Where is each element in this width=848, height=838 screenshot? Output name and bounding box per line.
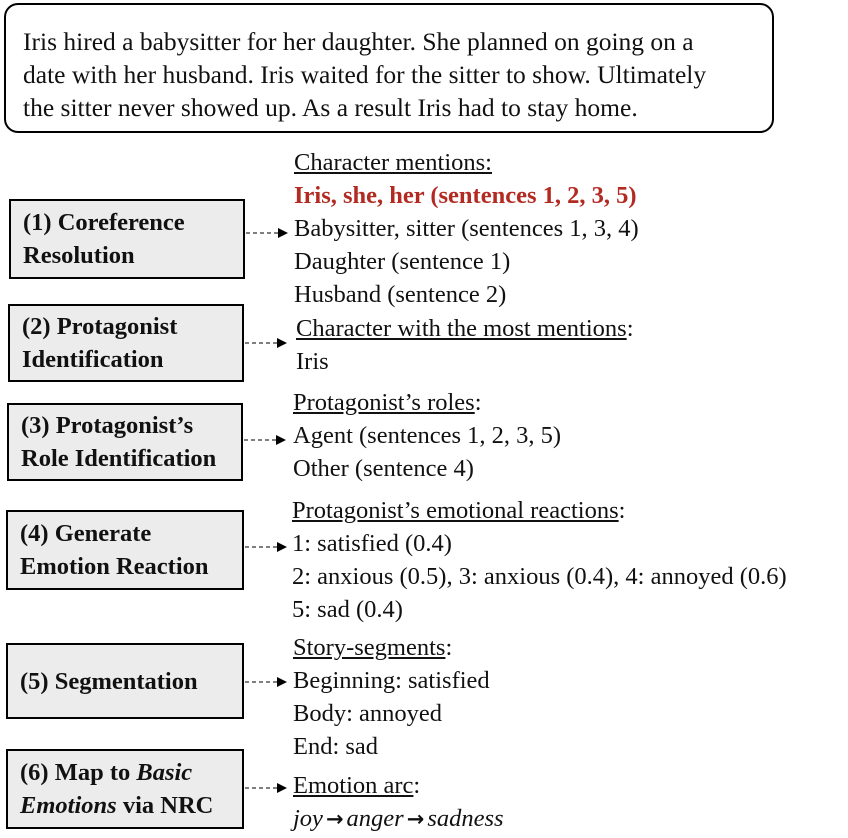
step-label: Identification <box>22 346 164 373</box>
list-item: Beginning: satisfied <box>293 667 490 694</box>
section-heading: Character with the most mentions <box>296 315 627 342</box>
arrow-right-icon: → <box>406 807 425 831</box>
emotion-sadness: sadness <box>427 805 504 832</box>
list-item: 1: satisfied (0.4) <box>292 530 452 557</box>
connector-arrow <box>244 676 288 688</box>
list-item: Daughter (sentence 1) <box>294 248 511 275</box>
emotion-joy: joy <box>293 805 323 832</box>
step-label: Role Identification <box>21 445 217 472</box>
output-protagonist <box>296 312 634 378</box>
step-label-italic: Basic <box>136 759 193 786</box>
connector-arrow <box>244 337 288 349</box>
heading-colon: : <box>445 634 453 661</box>
list-item: Babysitter, sitter (sentences 1, 3, 4) <box>294 215 639 242</box>
step-protagonist-identification <box>8 304 244 382</box>
story-box <box>4 3 774 133</box>
list-item: Husband (sentence 2) <box>294 281 507 308</box>
output-roles <box>293 386 561 485</box>
step-label: (6) Map to <box>20 759 137 786</box>
list-item: Agent (sentences 1, 2, 3, 5) <box>293 422 562 449</box>
step-role-identification <box>7 403 243 481</box>
heading-colon: : <box>618 497 626 524</box>
output-story-segments <box>293 631 490 763</box>
connector-arrow <box>243 434 287 446</box>
story-line: Iris hired a babysitter for her daughter. She planned on going on a <box>23 27 694 56</box>
step-label: (4) Generate <box>20 520 152 547</box>
step-segmentation <box>6 643 244 719</box>
section-heading: Character mentions: <box>294 149 492 176</box>
step-coreference-resolution <box>9 199 245 279</box>
connector-arrow <box>245 227 289 239</box>
story-line: date with her husband. Iris waited for the sitter to show. Ultimately <box>23 60 707 89</box>
step-label: (5) Segmentation <box>20 667 198 695</box>
list-item: Body: annoyed <box>293 700 443 727</box>
step-label-italic: Emotions <box>20 792 117 819</box>
connector-arrow <box>244 782 288 794</box>
step-label: via NRC <box>116 792 214 819</box>
step-label: (2) Protagonist <box>22 313 178 340</box>
list-item: End: sad <box>293 733 379 760</box>
output-emotion-arc <box>293 769 504 836</box>
section-heading: Protagonist’s roles <box>293 389 475 416</box>
step-label: (1) Coreference <box>23 209 185 236</box>
story-line: the sitter never showed up. As a result Iris had to stay home. <box>23 93 638 122</box>
highlight-protagonist-mentions: Iris, she, her (sentences 1, 2, 3, 5) <box>294 182 637 209</box>
protagonist-name: Iris <box>296 348 329 375</box>
section-heading: Emotion arc <box>293 772 414 799</box>
step-generate-emotion-reaction <box>6 510 244 590</box>
list-item: Other (sentence 4) <box>293 455 474 482</box>
section-heading: Story-segments <box>293 634 446 661</box>
list-item: 2: anxious (0.5), 3: anxious (0.4), 4: annoyed (0.6) <box>292 563 787 590</box>
emotion-arc-sequence <box>293 802 504 836</box>
heading-colon: : <box>413 772 421 799</box>
section-heading: Protagonist’s emotional reactions <box>292 497 619 524</box>
list-item: 5: sad (0.4) <box>292 596 403 623</box>
arrow-right-icon: → <box>325 807 344 831</box>
step-label: Emotion Reaction <box>20 553 209 580</box>
step-map-to-basic-emotions <box>6 749 244 829</box>
output-character-mentions <box>294 146 639 311</box>
heading-colon: : <box>474 389 482 416</box>
emotion-anger: anger <box>346 805 404 832</box>
step-label: Resolution <box>23 242 135 269</box>
heading-colon: : <box>626 315 634 342</box>
step-label: (3) Protagonist’s <box>21 412 194 439</box>
connector-arrow <box>244 541 288 553</box>
output-emotional-reactions <box>292 494 787 626</box>
